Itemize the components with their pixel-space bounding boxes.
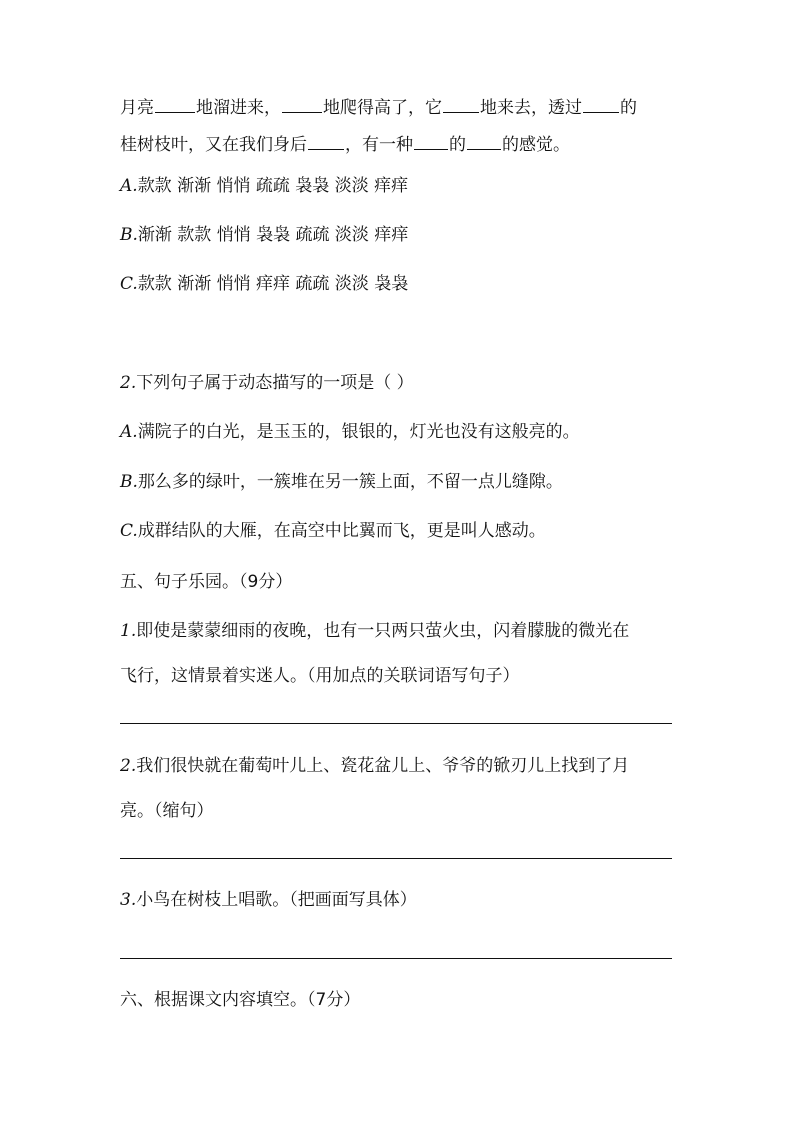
fill-blank[interactable]: [308, 133, 344, 150]
option-label: B.: [120, 472, 138, 492]
fill-blank[interactable]: [155, 96, 195, 113]
s5-item1-line2: 飞行，这情景着实迷人。（用加点的关联词语写句子）: [120, 666, 520, 686]
question-number: 2.: [120, 756, 137, 776]
option-label: B.: [120, 225, 138, 245]
q1-stem-text: 地来去，透过: [480, 98, 582, 118]
option-text: 那么多的绿叶，一簇堆在另一簇上面，不留一点儿缝隙。: [137, 472, 563, 492]
q2-option-a[interactable]: [120, 420, 580, 444]
s5-item1-line1: [120, 619, 629, 643]
q2-option-b[interactable]: [120, 470, 563, 494]
q1-stem-text: 月亮: [120, 98, 154, 118]
question-text: 即使是蒙蒙细雨的夜晚，也有一只两只萤火虫，闪着朦胧的微光在: [136, 621, 630, 641]
option-label: A.: [120, 176, 138, 196]
s5-item2-line2: 亮。（缩句）: [120, 801, 214, 821]
option-label: C.: [120, 274, 138, 294]
q1-stem-text: 的: [449, 135, 466, 155]
option-text: 成群结队的大雁，在高空中比翼而飞，更是叫人感动。: [137, 521, 546, 541]
q1-option-c[interactable]: [120, 272, 408, 296]
question-text: 下列句子属于动态描写的一项是（ ）: [136, 373, 414, 393]
fill-blank[interactable]: [282, 96, 322, 113]
q2-option-c[interactable]: [120, 519, 546, 543]
fill-blank[interactable]: [583, 96, 619, 113]
s5-item2-line1: [120, 754, 629, 778]
section6-title: 六、根据课文内容填空。（7分）: [120, 990, 361, 1010]
q1-stem-text: 地溜进来，: [196, 98, 281, 118]
option-text: 渐渐 款款 悄悄 袅袅 疏疏 淡淡 痒痒: [137, 225, 409, 245]
q1-option-b[interactable]: [120, 223, 408, 247]
q1-stem-text: 地爬得高了，它: [323, 98, 442, 118]
option-text: 款款 渐渐 悄悄 疏疏 袅袅 淡淡 痒痒: [137, 176, 409, 196]
question-text: 我们很快就在葡萄叶儿上、瓷花盆儿上、爷爷的锨刃儿上找到了月: [136, 756, 630, 776]
option-label: C.: [120, 521, 138, 541]
option-label: A.: [120, 422, 138, 442]
fill-blank[interactable]: [443, 96, 479, 113]
q1-stem-text: ，有一种: [345, 135, 413, 155]
q1-stem-line2: [120, 133, 570, 157]
q1-stem-text: 的: [620, 98, 637, 118]
s5-item3-line1: [120, 888, 417, 912]
q1-stem-text: 桂树枝叶，又在我们身后: [120, 135, 307, 155]
question-text: 小鸟在树枝上唱歌。（把画面写具体）: [136, 890, 417, 910]
question-number: 1.: [120, 621, 137, 641]
q1-stem-text: 的感觉。: [502, 135, 570, 155]
answer-line[interactable]: [120, 958, 672, 959]
fill-blank[interactable]: [414, 133, 448, 150]
fill-blank[interactable]: [467, 133, 501, 150]
q1-option-a[interactable]: [120, 174, 408, 198]
option-text: 款款 渐渐 悄悄 痒痒 疏疏 淡淡 袅袅: [137, 274, 409, 294]
answer-line[interactable]: [120, 723, 672, 724]
question-number: 3.: [120, 890, 137, 910]
section5-title: 五、句子乐园。（9分）: [120, 572, 293, 592]
q1-stem-line1: [120, 96, 637, 120]
q2-stem: [120, 371, 414, 395]
answer-line[interactable]: [120, 858, 672, 859]
question-number: 2.: [120, 373, 137, 393]
option-text: 满院子的白光，是玉玉的，银银的，灯光也没有这般亮的。: [137, 422, 580, 442]
